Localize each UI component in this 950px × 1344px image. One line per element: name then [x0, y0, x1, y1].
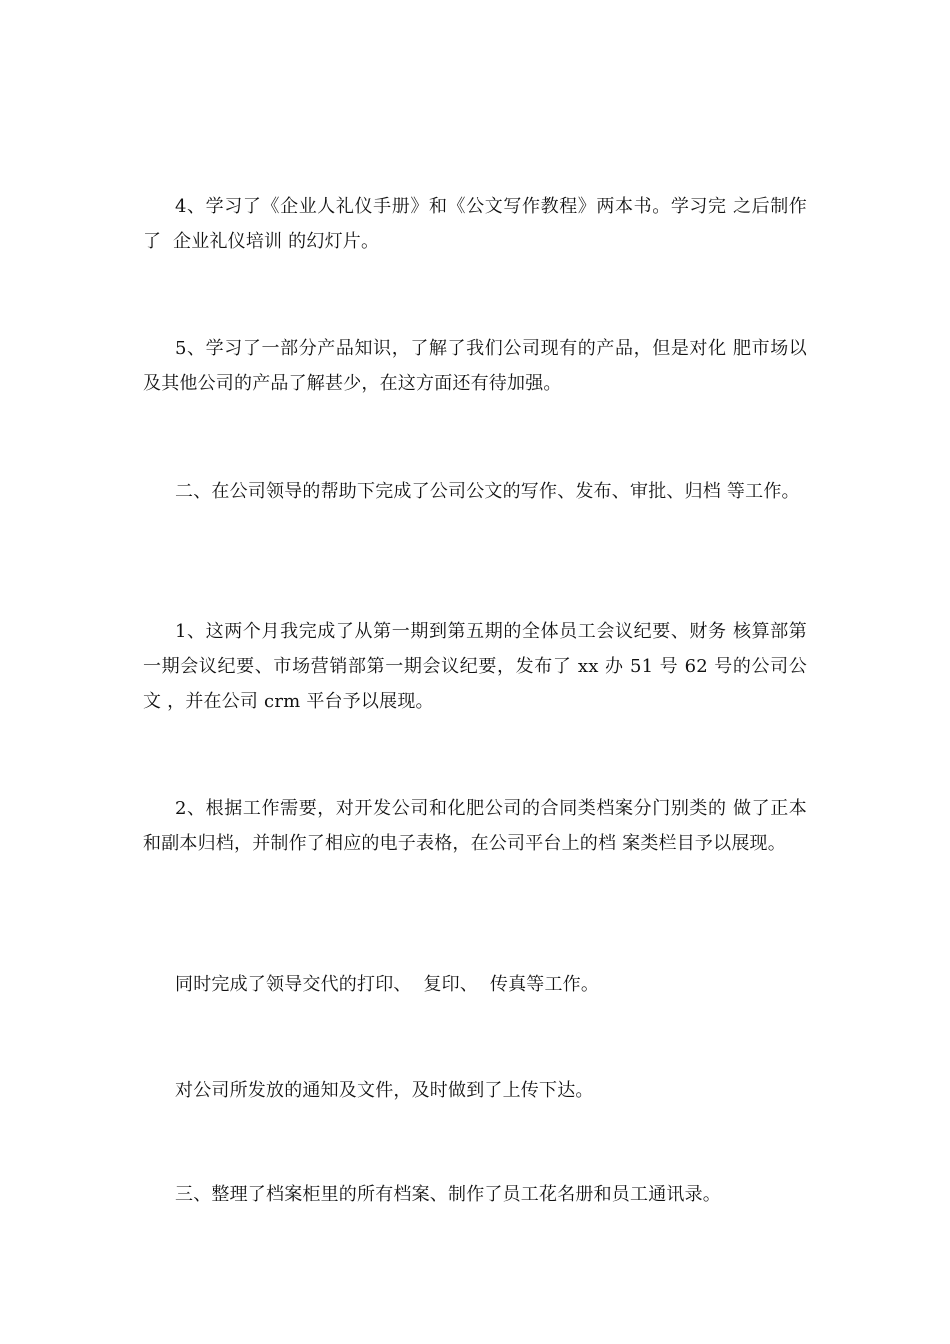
- paragraph-item-5: 5、学习了一部分产品知识，了解了我们公司现有的产品，但是对化 肥市场以及其他公司的产品了解甚少，在这方面还有待加强。: [143, 338, 807, 394]
- paragraph-item-1: 1、这两个月我完成了从第一期到第五期的全体员工会议纪要、财务 核算部第一期会议纪要、市场营销部第一期会议纪要，发布了 xx 办 51 号 62 号的公司公文 ，并在公司 crm 平台予以展现。: [143, 621, 807, 712]
- section-heading-2: 二、在公司领导的帮助下完成了公司公文的写作、发布、审批、归档 等工作。: [175, 481, 800, 502]
- section-heading-3: 三、整理了档案柜里的所有档案、制作了员工花名册和员工通讯录。: [175, 1184, 721, 1205]
- paragraph-notice-distribution: 对公司所发放的通知及文件，及时做到了上传下达。: [175, 1080, 594, 1101]
- paragraph-item-2: 2、根据工作需要，对开发公司和化肥公司的合同类档案分门别类的 做了正本和副本归档，并制作了相应的电子表格，在公司平台上的档 案类栏目予以展现。: [143, 798, 807, 854]
- paragraph-item-4: 4、学习了《企业人礼仪手册》和《公文写作教程》两本书。学习完 之后制作了 企业礼仪培训 的幻灯片。: [143, 196, 807, 252]
- paragraph-print-copy-fax: 同时完成了领导交代的打印、 复印、 传真等工作。: [175, 974, 600, 995]
